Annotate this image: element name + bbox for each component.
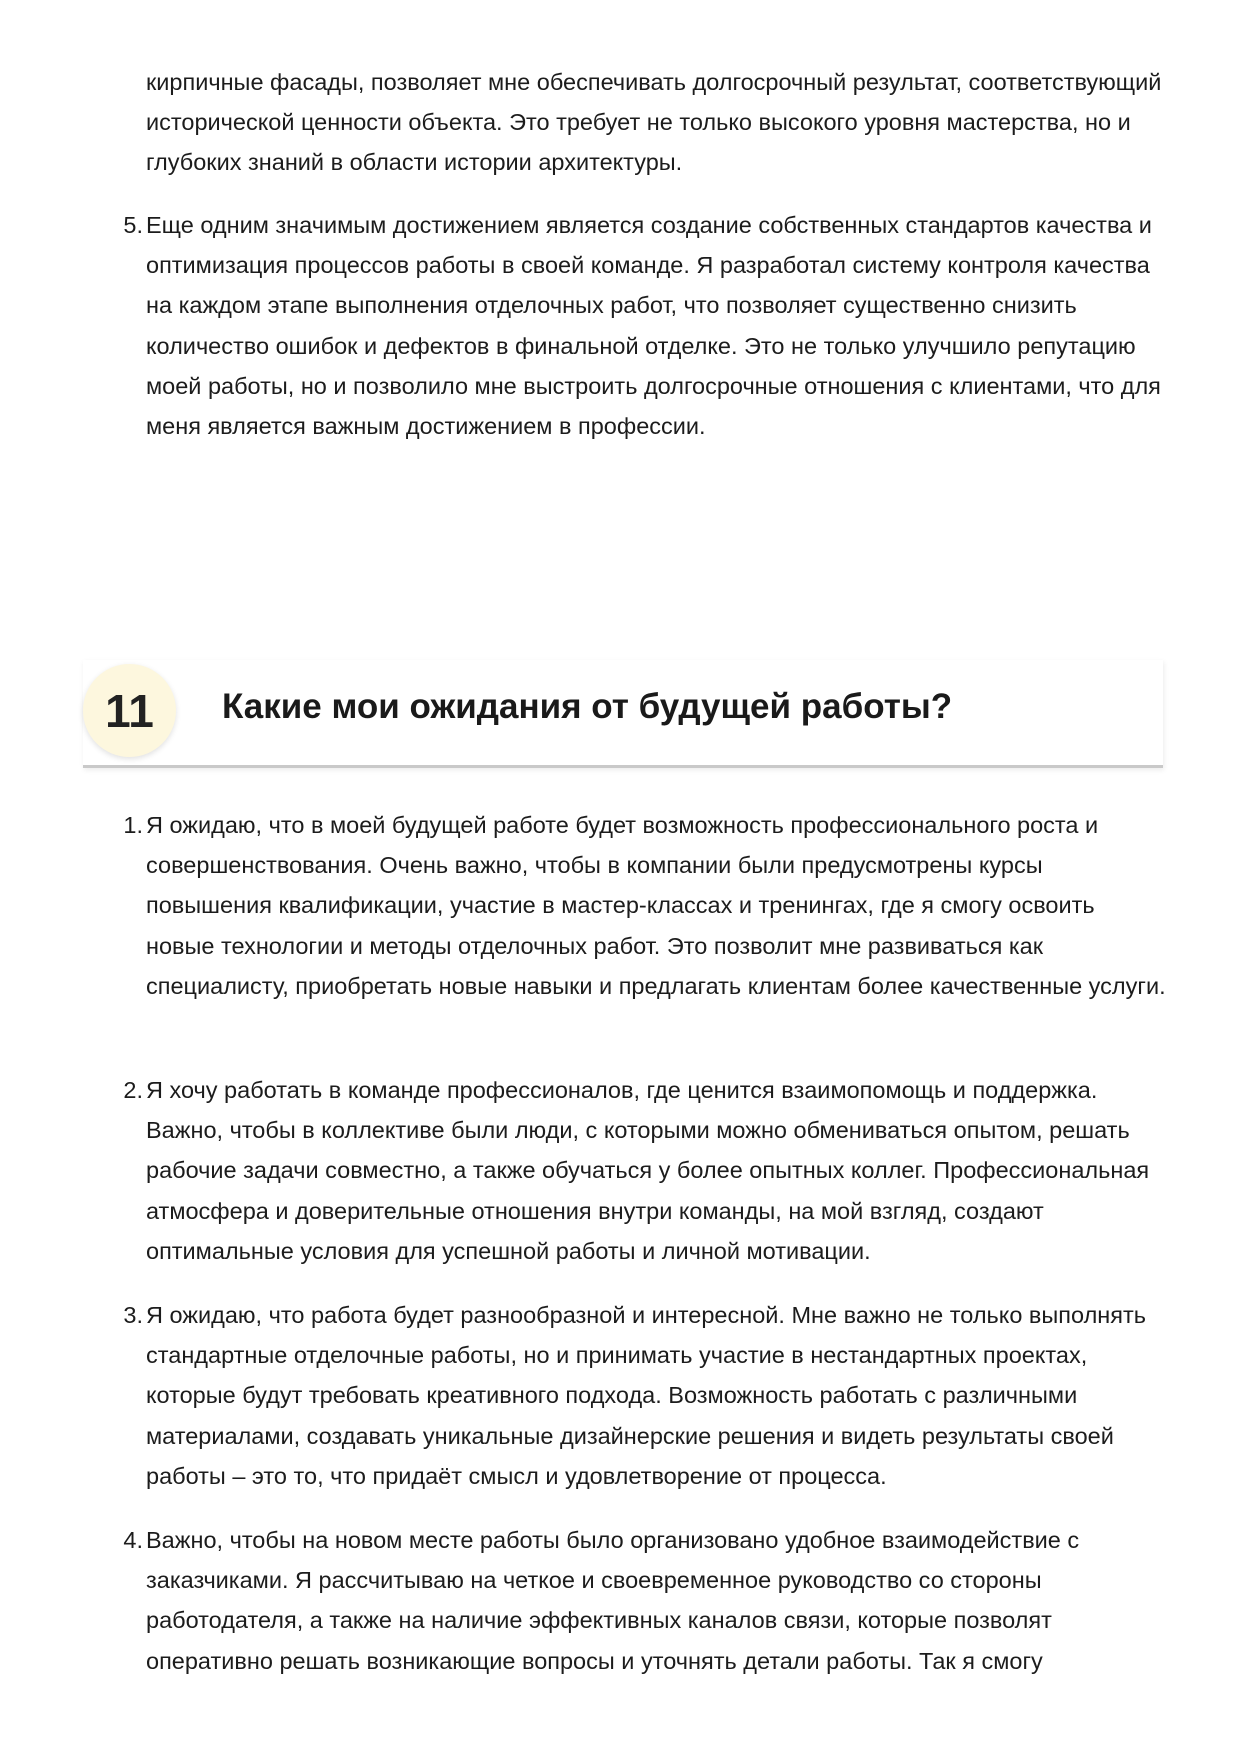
list-item <box>123 1520 1166 1681</box>
list-item <box>123 1295 1166 1496</box>
list-item-number: 1. <box>123 812 143 838</box>
list-item-number: 2. <box>123 1077 143 1103</box>
section-title: Какие мои ожидания от будущей работы? <box>222 687 953 726</box>
list-item <box>123 1070 1166 1271</box>
continuation-paragraph: кирпичные фасады, позволяет мне обеспечивать долгосрочный результат, соответствующий исторической ценности объекта. Это требует не только высокого уровня мастерства, но и глубоких знаний в области истории архитектуры. <box>146 69 1162 176</box>
list-item <box>123 805 1166 1006</box>
list-item <box>123 205 1166 446</box>
list-item-text: Я ожидаю, что работа будет разнообразной и интересной. Мне важно не только выполнять стандартные отделочные работы, но и принимать участие в нестандартных проектах, которые будут требовать креативного подхода. Возможность работать с различными материалами, создавать уникальные дизайнерские решения и видеть результаты своей работы – это то, что придаёт смысл и удовлетворение от процесса. <box>146 1302 1146 1489</box>
list-item-number: 3. <box>123 1302 143 1328</box>
section-header <box>83 660 1163 768</box>
section-number-badge: 11 <box>83 664 176 757</box>
list-item-text: Я ожидаю, что в моей будущей работе будет возможность профессионального роста и совершенствования. Очень важно, чтобы в компании были предусмотрены курсы повышения квалификации, участие в мастер-классах и тренингах, где я смогу освоить новые технологии и методы отделочных работ. Это позволит мне развиваться как специалисту, приобретать новые навыки и предлагать клиентам более качественные услуги. <box>146 812 1166 999</box>
list-item-text: Я хочу работать в команде профессионалов, где ценится взаимопомощь и поддержка. Важно, чтобы в коллективе были люди, с которыми можно обмениваться опытом, решать рабочие задачи совместно, а также обучаться у более опытных коллег. Профессиональная атмосфера и доверительные отношения внутри команды, на мой взгляд, создают оптимальные условия для успешной работы и личной мотивации. <box>146 1077 1150 1264</box>
list-item-number: 5. <box>123 212 143 238</box>
list-item-number: 4. <box>123 1527 143 1553</box>
list-item-text: Важно, чтобы на новом месте работы было организовано удобное взаимодействие с заказчиками. Я рассчитываю на четкое и своевременное руководство со стороны работодателя, а также на наличие эффективных каналов связи, которые позволят оперативно решать возникающие вопросы и уточнять детали работы. Так я смогу <box>146 1527 1080 1674</box>
list-item-text: Еще одним значимым достижением является создание собственных стандартов качества и оптимизация процессов работы в своей команде. Я разработал систему контроля качества на каждом этапе выполнения отделочных работ, что позволяет существенно снизить количество ошибок и дефектов в финальной отделке. Это не только улучшило репутацию моей работы, но и позволило мне выстроить долгосрочные отношения с клиентами, что для меня является важным достижением в профессии. <box>146 212 1161 440</box>
